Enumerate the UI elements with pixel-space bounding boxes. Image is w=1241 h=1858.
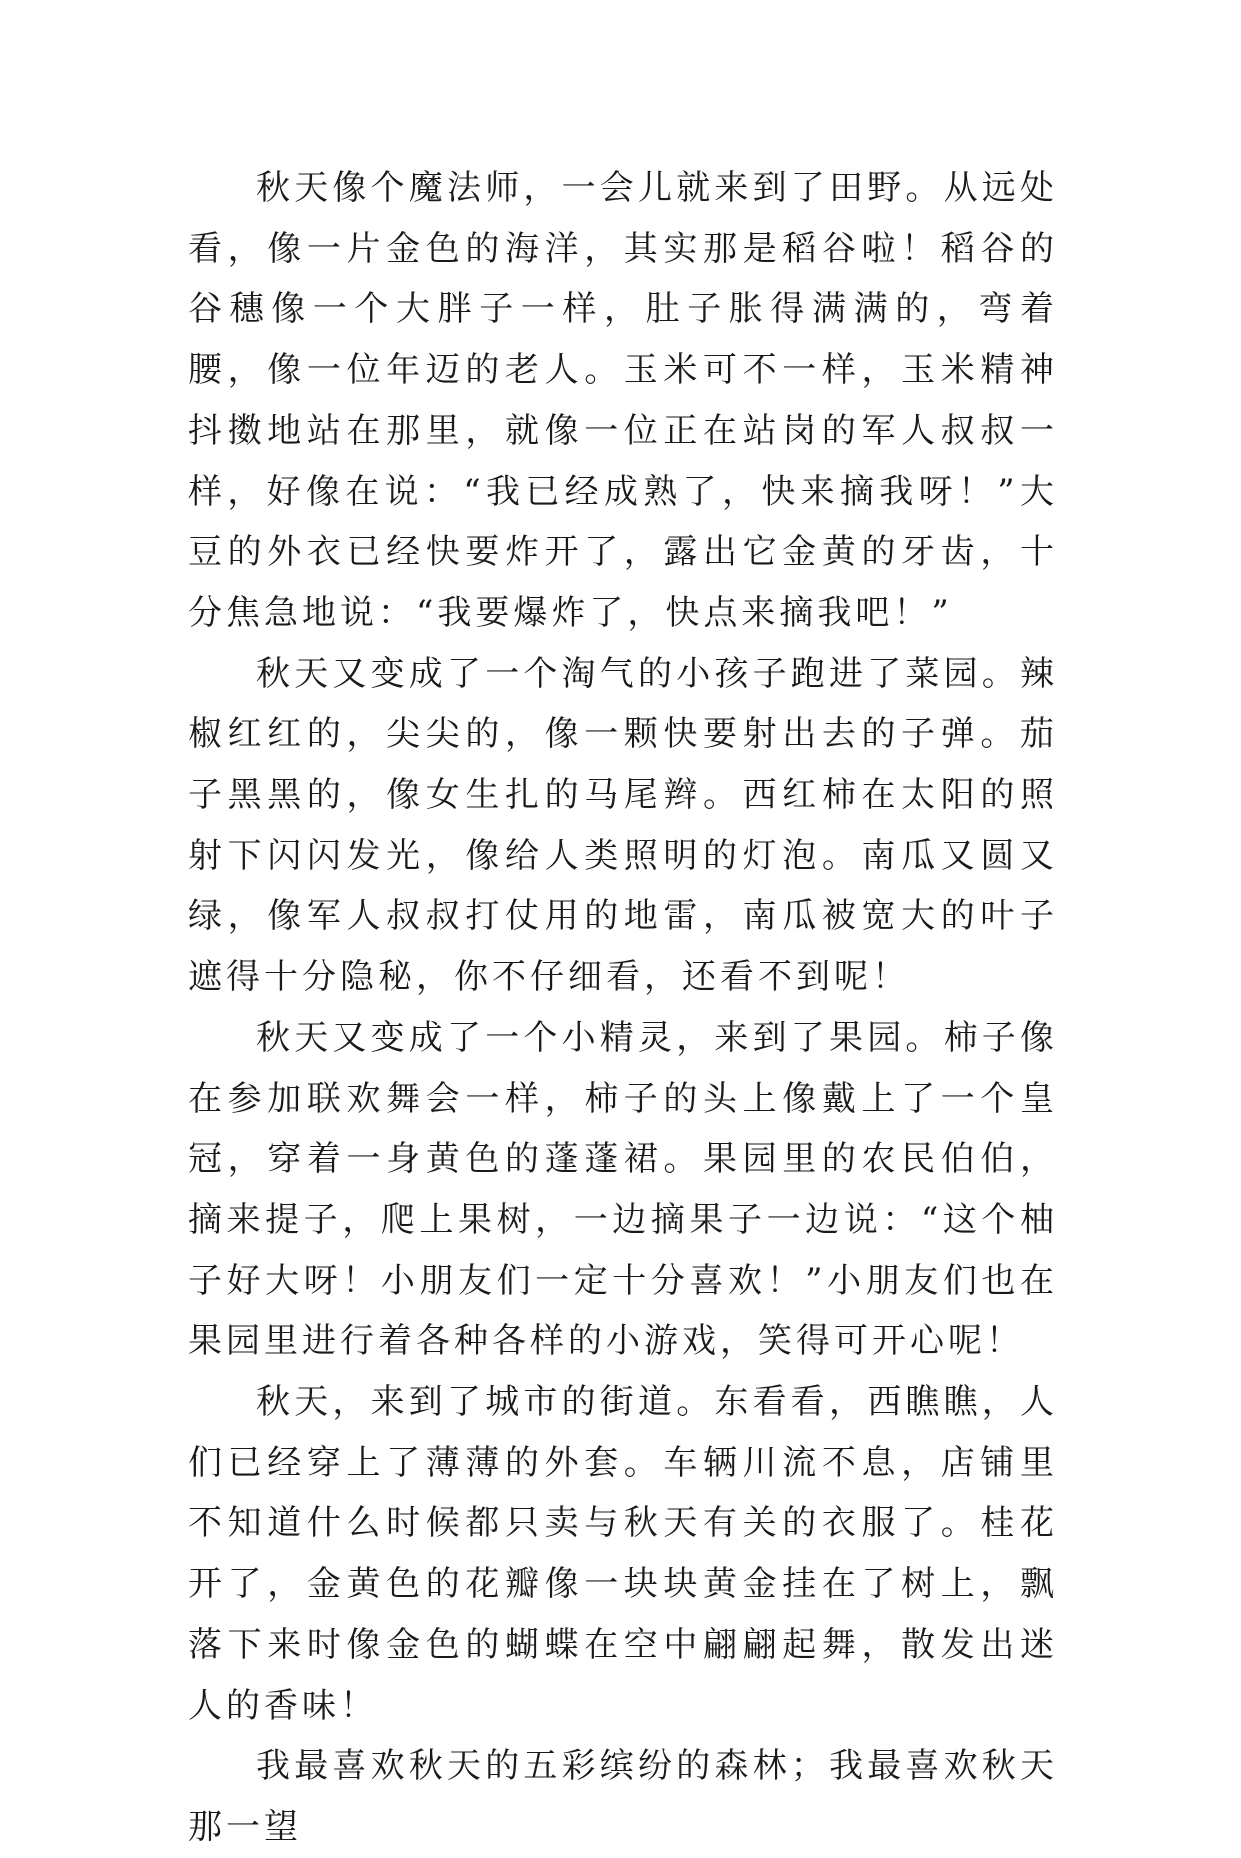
paragraph-vegetable-garden: 秋天又变成了一个淘气的小孩子跑进了菜园。辣椒红红的，尖尖的，像一颗快要射出去的子弹。茄子黑黑的，像女生扎的马尾辫。西红柿在太阳的照射下闪闪发光，像给人类照明的灯泡。南瓜又圆又绿，像军人叔叔打仗用的地雷，南瓜被宽大的叶子遮得十分隐秘，你不仔细看，还看不到呢！ (188, 653, 1058, 998)
paragraph-favorite: 我最喜欢秋天的五彩缤纷的森林；我最喜欢秋天那一望 (188, 1746, 1058, 1847)
paragraph-fields: 秋天像个魔法师，一会儿就来到了田野。从远处看，像一片金色的海洋，其实那是稻谷啦！稻谷的谷穗像一个大胖子一样，肚子胀得满满的，弯着腰，像一位年迈的老人。玉米可不一样，玉米精神抖擞地站在那里，就像一位正在站岗的军人叔叔一样，好像在说：“我已经成熟了，快来摘我呀！”大豆的外衣已经快要炸开了，露出它金黄的牙齿，十分焦急地说：“我要爆炸了，快点来摘我吧！” (188, 168, 1058, 633)
paragraph-city-street: 秋天，来到了城市的街道。东看看，西瞧瞧，人们已经穿上了薄薄的外套。车辆川流不息，店铺里不知道什么时候都只卖与秋天有关的衣服了。桂花开了，金黄色的花瓣像一块块黄金挂在了树上，飘落下来时像金色的蝴蝶在空中翩翩起舞，散发出迷人的香味！ (188, 1382, 1058, 1726)
paragraph-orchard: 秋天又变成了一个小精灵，来到了果园。柿子像在参加联欢舞会一样，柿子的头上像戴上了一个皇冠，穿着一身黄色的蓬蓬裙。果园里的农民伯伯，摘来提子，爬上果树，一边摘果子一边说：“这个柚子好大呀！小朋友们一定十分喜欢！”小朋友们也在果园里进行着各种各样的小游戏，笑得可开心呢！ (188, 1017, 1058, 1362)
document-body (188, 158, 1058, 1858)
